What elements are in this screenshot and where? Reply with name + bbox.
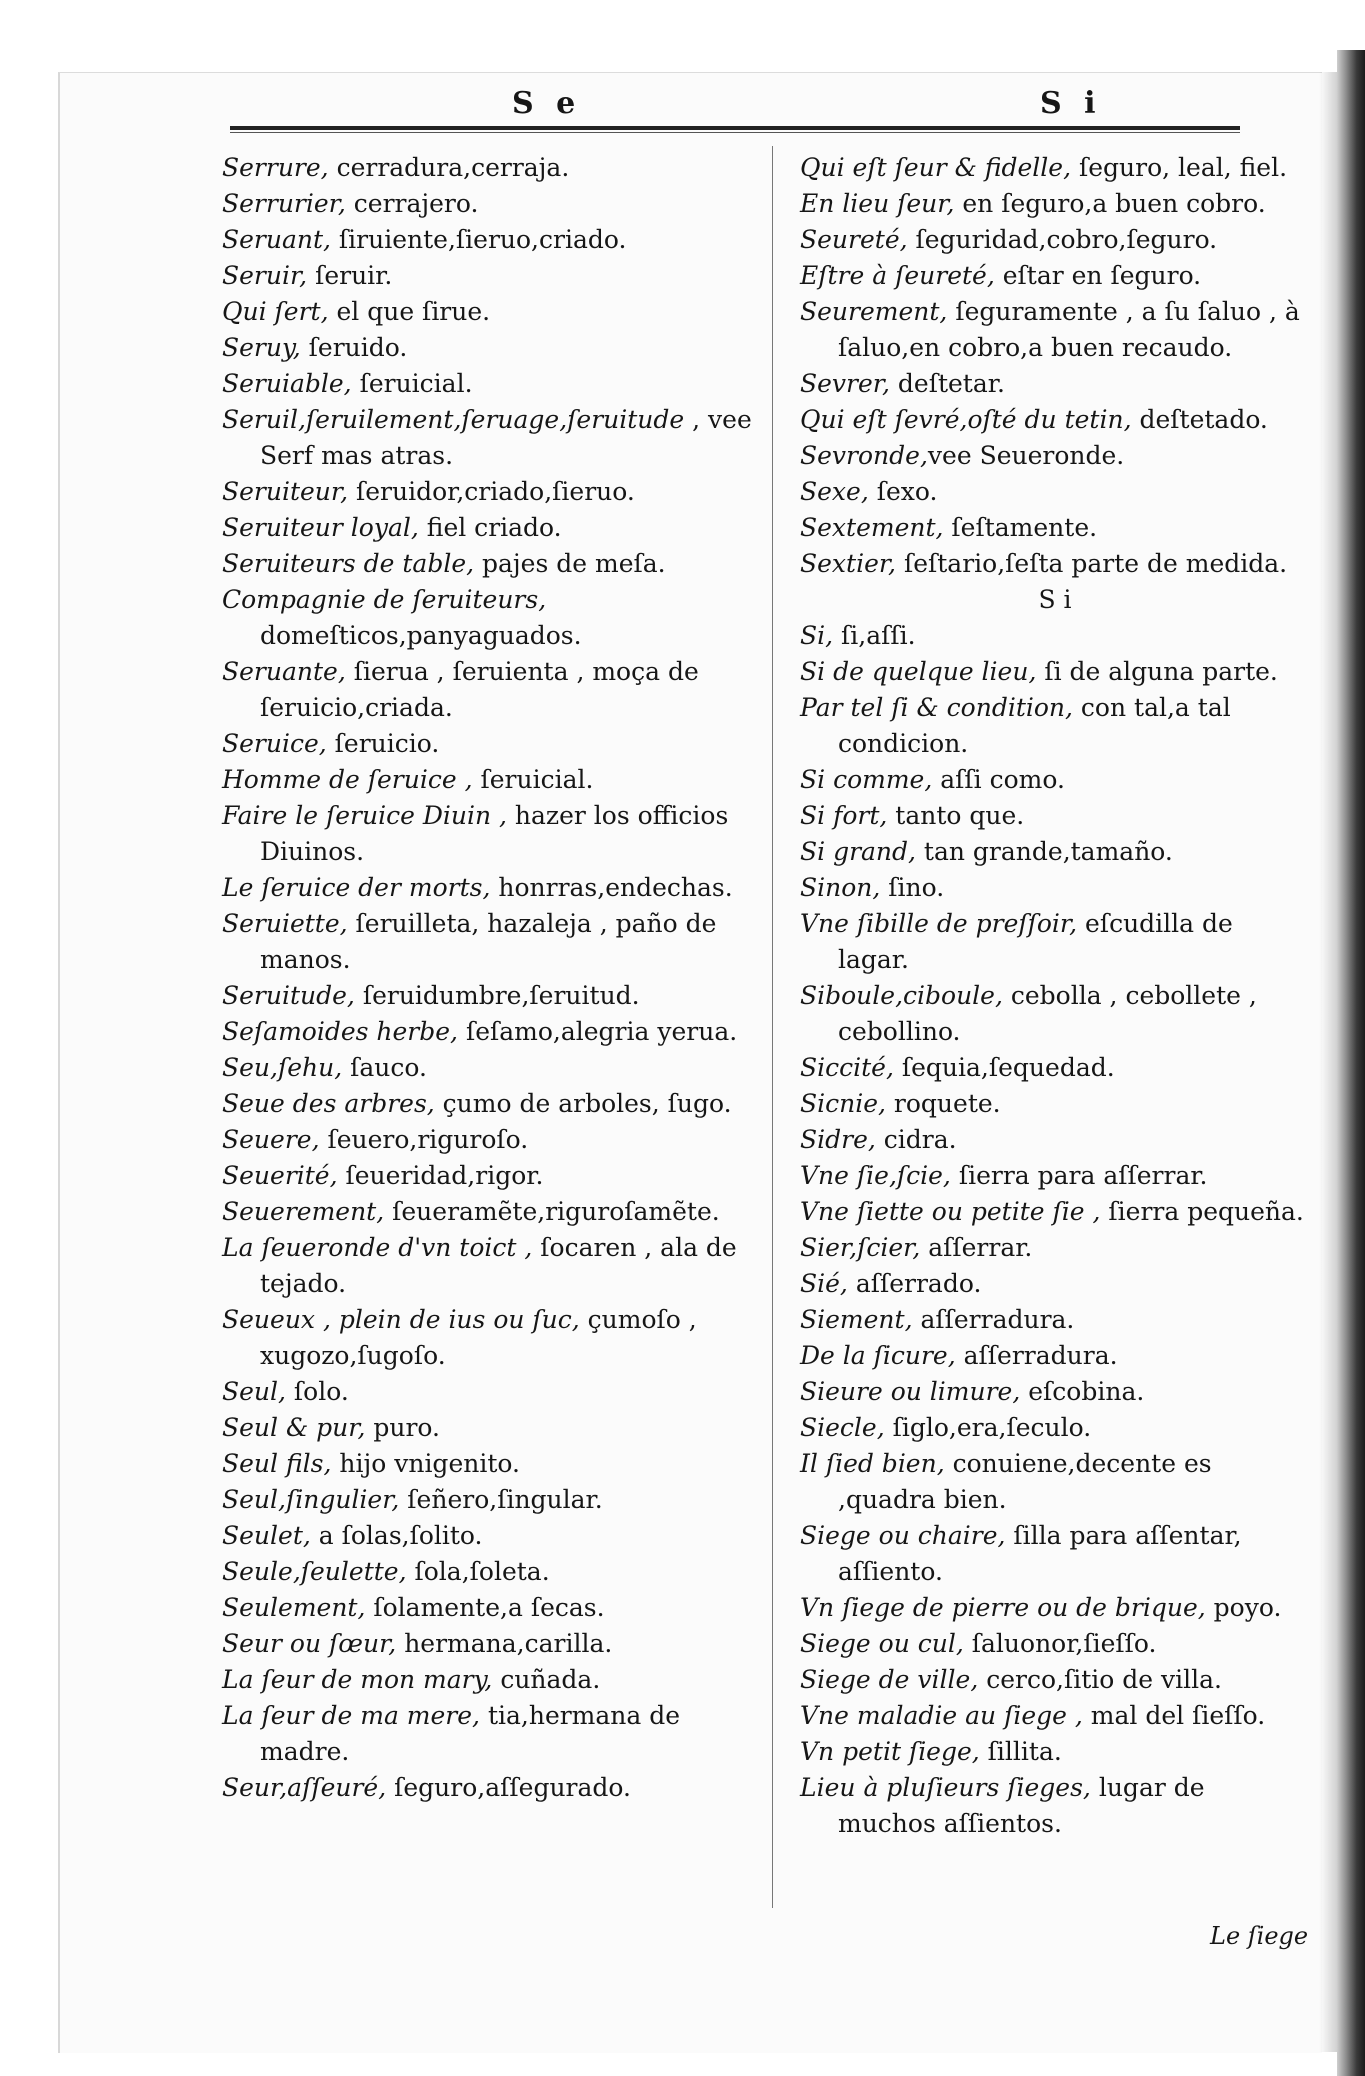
translation: aſſerradura.: [912, 1305, 1075, 1334]
headword: Seruitude,: [222, 981, 355, 1010]
translation: ſeruir.: [307, 261, 393, 290]
headword: Seul fils,: [222, 1449, 332, 1478]
headword: Il ſied bien,: [800, 1449, 945, 1478]
translation: cuñada.: [492, 1665, 601, 1694]
translation: ſeſtario,ſeſta parte de medida.: [896, 549, 1288, 578]
headword: Par tel ſi & condition,: [800, 693, 1073, 722]
translation: tanto que.: [887, 801, 1025, 830]
header-rule-thin: [230, 132, 1240, 133]
headword: Seureté,: [800, 225, 908, 254]
headword: Siboule,ciboule,: [800, 981, 1003, 1010]
headword: Vn petit ſiege,: [800, 1737, 980, 1766]
translation: en ſeguro,a buen cobro.: [954, 189, 1266, 218]
headword: Siege de ville,: [800, 1665, 979, 1694]
translation: conuiene,decente es ,quadra bien.: [838, 1449, 1212, 1514]
translation: ſino.: [880, 873, 945, 902]
dictionary-entry: [800, 762, 1310, 798]
translation: ſilla para aſſentar, aſſiento.: [838, 1521, 1242, 1586]
headword: Seur,aſſeuré,: [222, 1773, 387, 1802]
dictionary-entry: [800, 870, 1310, 906]
translation: ſierra para aſſerrar.: [950, 1161, 1208, 1190]
headword: Sinon,: [800, 873, 881, 902]
headword: Qui ſert,: [222, 297, 329, 326]
headword: Le ſeruice der morts,: [222, 873, 491, 902]
dictionary-entry: [800, 1338, 1310, 1374]
translation: cerco,ſitio de villa.: [978, 1665, 1222, 1694]
translation: çumoſo , xugozo,ſugoſo.: [260, 1305, 697, 1370]
dictionary-entry: [800, 402, 1310, 438]
translation: ſeueramẽte,riguroſamẽte.: [384, 1197, 720, 1226]
dictionary-entry: [222, 1086, 758, 1122]
translation: hazer los officios Diuinos.: [260, 801, 729, 866]
headword: Lieu à pluſieurs ſieges,: [800, 1773, 1091, 1802]
headword: Seruy,: [222, 333, 301, 362]
dictionary-entry: [800, 978, 1310, 1050]
headword: Si comme,: [800, 765, 933, 794]
dictionary-entry: [222, 1050, 758, 1086]
left-column: [222, 150, 758, 1806]
headword: La ſeur de ma mere,: [222, 1701, 480, 1730]
translation: ſillita.: [979, 1737, 1062, 1766]
headword: Faire le ſeruice Diuin ,: [222, 801, 507, 830]
dictionary-entry: [800, 1050, 1310, 1086]
headword: Compagnie de ſeruiteurs,: [222, 585, 547, 614]
translation: tia,hermana de madre.: [260, 1701, 681, 1766]
headword: Sextier,: [800, 549, 897, 578]
dictionary-entry: [800, 690, 1310, 762]
translation: roquete.: [885, 1089, 1001, 1118]
dictionary-entry: [222, 186, 758, 222]
section-heading: S i: [1038, 585, 1072, 614]
dictionary-entry: [222, 654, 758, 726]
headword: Seurement,: [800, 297, 948, 326]
translation: ſolo.: [285, 1377, 349, 1406]
translation: ſi,aſſi.: [833, 621, 916, 650]
headword: Seruil,ſeruilement,ſeruage,ſeruitude: [222, 405, 685, 434]
translation: ſequia,ſequedad.: [893, 1053, 1115, 1082]
headword: Vne maladie au ſiege ,: [800, 1701, 1083, 1730]
dictionary-entry: [800, 546, 1310, 582]
headword: Seruice,: [222, 729, 327, 758]
headword: Seu,ſehu,: [222, 1053, 343, 1082]
headword: La ſeueronde d'vn toict ,: [222, 1233, 533, 1262]
dictionary-entry: [222, 1590, 758, 1626]
headword: Sevrer,: [800, 369, 890, 398]
dictionary-entry: [800, 186, 1310, 222]
headword: Sidre,: [800, 1125, 876, 1154]
dictionary-entry: [800, 1086, 1310, 1122]
headword: Seſamoides herbe,: [222, 1017, 458, 1046]
translation: cidra.: [875, 1125, 957, 1154]
headword: Sieure ou limure,: [800, 1377, 1021, 1406]
headword: Siege ou chaire,: [800, 1521, 1006, 1550]
translation: lugar de muchos aſſientos.: [838, 1773, 1205, 1838]
headword: Seruir,: [222, 261, 308, 290]
translation: eſcobina.: [1020, 1377, 1145, 1406]
dictionary-entry: [222, 1410, 758, 1446]
dictionary-entry: [222, 1194, 758, 1230]
dictionary-entry: [800, 1518, 1310, 1590]
running-head-right: S i: [1040, 86, 1102, 121]
translation: vee Seueronde.: [927, 441, 1125, 470]
translation: ſeruidumbre,ſeruitud.: [354, 981, 640, 1010]
header-rule: [230, 126, 1240, 130]
headword: Si,: [800, 621, 834, 650]
translation: ſeguro, leal, fiel.: [1071, 153, 1288, 182]
dictionary-entry: [222, 1122, 758, 1158]
translation: puro.: [365, 1413, 440, 1442]
translation: aſſerrado.: [847, 1269, 982, 1298]
translation: ſocaren , ala de tejado.: [260, 1233, 737, 1298]
dictionary-entry: [800, 1446, 1310, 1518]
translation: deſtetado.: [1131, 405, 1268, 434]
dictionary-entry: [222, 1482, 758, 1518]
dictionary-entry: [800, 1410, 1310, 1446]
translation: eſcudilla de lagar.: [838, 909, 1233, 974]
dictionary-entry: [800, 1770, 1310, 1842]
headword: En lieu ſeur,: [800, 189, 955, 218]
translation: aſſerradura.: [955, 1341, 1118, 1370]
book-spine: [1337, 50, 1365, 2076]
headword: Seuere,: [222, 1125, 320, 1154]
dictionary-entry: [800, 1230, 1310, 1266]
headword: Seul & pur,: [222, 1413, 366, 1442]
dictionary-entry: [800, 906, 1310, 978]
headword: Vne ſiette ou petite ſie ,: [800, 1197, 1101, 1226]
dictionary-entry: [222, 870, 758, 906]
headword: Seruante,: [222, 657, 346, 686]
dictionary-entry: [800, 1302, 1310, 1338]
translation: domeſticos,panyaguados.: [260, 621, 582, 650]
translation: fiel criado.: [418, 513, 562, 542]
dictionary-entry: [222, 150, 758, 186]
headword: Sexe,: [800, 477, 869, 506]
page-edge-shadow: [1319, 72, 1337, 2052]
headword: Seulement,: [222, 1593, 366, 1622]
translation: ſeruicial.: [351, 369, 473, 398]
headword: Si grand,: [800, 837, 916, 866]
headword: Siecle,: [800, 1413, 885, 1442]
dictionary-entry: [800, 654, 1310, 690]
translation: ſeſtamente.: [943, 513, 1098, 542]
translation: el que ſirue.: [328, 297, 491, 326]
translation: eſtar en ſeguro.: [994, 261, 1202, 290]
dictionary-entry: [222, 330, 758, 366]
headword: Seue des arbres,: [222, 1089, 435, 1118]
dictionary-entry: [222, 1014, 758, 1050]
translation: ſeruicial.: [472, 765, 594, 794]
headword: Vn ſiege de pierre ou de brique,: [800, 1593, 1206, 1622]
dictionary-entry: [800, 510, 1310, 546]
headword: Seruiable,: [222, 369, 352, 398]
headword: Seruant,: [222, 225, 331, 254]
headword: Seueux , plein de ius ou ſuc,: [222, 1305, 580, 1334]
dictionary-entry: [800, 1266, 1310, 1302]
translation: ſeuero,riguroſo.: [319, 1125, 529, 1154]
translation: ſauco.: [342, 1053, 427, 1082]
translation: ſeguridad,cobro,ſeguro.: [907, 225, 1218, 254]
translation: ſiglo,era,ſeculo.: [884, 1413, 1092, 1442]
translation: ſaluonor,ſieſſo.: [963, 1629, 1157, 1658]
headword: Serrure,: [222, 153, 329, 182]
headword: Seuerement,: [222, 1197, 385, 1226]
headword: De la ſicure,: [800, 1341, 956, 1370]
dictionary-entry: [222, 474, 758, 510]
translation: cerrajero.: [345, 189, 479, 218]
dictionary-entry: [800, 1590, 1310, 1626]
dictionary-entry: [222, 1374, 758, 1410]
dictionary-entry: [800, 1698, 1310, 1734]
headword: Seul,ſingulier,: [222, 1485, 400, 1514]
dictionary-entry: [800, 1158, 1310, 1194]
translation: aſſerrar.: [920, 1233, 1033, 1262]
dictionary-entry: [222, 1446, 758, 1482]
translation: cebolla , cebollete , cebollino.: [838, 981, 1257, 1046]
translation: ſeruilleta, hazaleja , paño de manos.: [260, 909, 717, 974]
translation: ſeſamo,alegria yerua.: [458, 1017, 738, 1046]
dictionary-entry: [800, 366, 1310, 402]
headword: Vne ſibille de preſſoir,: [800, 909, 1078, 938]
headword: Siege ou cul,: [800, 1629, 964, 1658]
translation: poyo.: [1205, 1593, 1282, 1622]
dictionary-entry: [222, 1626, 758, 1662]
dictionary-entry: [222, 294, 758, 330]
headword: Seruiteur,: [222, 477, 349, 506]
translation: honrras,endechas.: [490, 873, 733, 902]
dictionary-entry: [222, 1554, 758, 1590]
dictionary-entry: [222, 1230, 758, 1302]
dictionary-entry: [222, 1662, 758, 1698]
translation: ſierua , ſeruienta , moça de ſeruicio,criada.: [260, 657, 699, 722]
dictionary-entry: [800, 798, 1310, 834]
translation: ſeruido.: [300, 333, 408, 362]
headword: Seruiette,: [222, 909, 348, 938]
headword: Qui eſt ſevré,oſté du tetin,: [800, 405, 1132, 434]
translation: aſſi como.: [932, 765, 1065, 794]
right-column: [800, 150, 1310, 1842]
dictionary-entry: [222, 1770, 758, 1806]
dictionary-entry: [222, 726, 758, 762]
translation: , vee Serf mas atras.: [260, 405, 752, 470]
dictionary-entry: [800, 1122, 1310, 1158]
running-head-left: S e: [512, 86, 582, 121]
headword: Sevronde,: [800, 441, 928, 470]
dictionary-entry: [222, 582, 758, 654]
headword: Vne ſie,ſcie,: [800, 1161, 951, 1190]
dictionary-entry: [800, 1626, 1310, 1662]
dictionary-entry: [222, 762, 758, 798]
dictionary-entry: [222, 906, 758, 978]
translation: cerradura,cerraja.: [328, 153, 570, 182]
headword: Sié,: [800, 1269, 848, 1298]
dictionary-entry: [800, 1374, 1310, 1410]
translation: hermana,carilla.: [396, 1629, 613, 1658]
dictionary-entry: [222, 402, 758, 474]
dictionary-entry: [222, 222, 758, 258]
headword: Seruiteurs de table,: [222, 549, 475, 578]
translation: ſexo.: [868, 477, 938, 506]
headword: Qui eſt ſeur & fidelle,: [800, 153, 1072, 182]
headword: Sicnie,: [800, 1089, 886, 1118]
dictionary-entry: [222, 798, 758, 870]
translation: ſeruicio.: [326, 729, 440, 758]
dictionary-entry: [800, 150, 1310, 186]
dictionary-entry: [800, 834, 1310, 870]
translation: ſola,ſoleta.: [406, 1557, 550, 1586]
headword: Sextement,: [800, 513, 944, 542]
headword: Seruiteur loyal,: [222, 513, 419, 542]
dictionary-entry: [800, 1662, 1310, 1698]
headword: Eſtre à ſeureté,: [800, 261, 995, 290]
headword: Seuerité,: [222, 1161, 338, 1190]
translation: a ſolas,ſolito.: [310, 1521, 483, 1550]
dictionary-entry: [222, 1158, 758, 1194]
dictionary-entry: [222, 1518, 758, 1554]
translation: ſeueridad,rigor.: [337, 1161, 544, 1190]
catchword: Le ſiege: [1210, 1922, 1309, 1950]
translation: pajes de meſa.: [474, 549, 666, 578]
translation: ſolamente,a ſecas.: [365, 1593, 605, 1622]
translation: ſi de alguna parte.: [1036, 657, 1278, 686]
dictionary-entry: [800, 1194, 1310, 1230]
dictionary-entry: [800, 258, 1310, 294]
headword: Serrurier,: [222, 189, 346, 218]
translation: deſtetar.: [889, 369, 1005, 398]
headword: Seule,ſeulette,: [222, 1557, 407, 1586]
dictionary-entry: [222, 510, 758, 546]
translation: mal del ſieſſo.: [1082, 1701, 1266, 1730]
translation: çumo de arboles, ſugo.: [434, 1089, 732, 1118]
translation: con tal,a tal condicion.: [838, 693, 1231, 758]
translation: ſeguramente , a ſu ſaluo , à ſaluo,en cobro,a buen recaudo.: [838, 297, 1300, 362]
translation: ſierra pequeña.: [1100, 1197, 1304, 1226]
dictionary-entry: [222, 366, 758, 402]
column-divider: [772, 146, 773, 1908]
dictionary-entry: [800, 618, 1310, 654]
headword: Sier,ſcier,: [800, 1233, 921, 1262]
headword: Seulet,: [222, 1521, 311, 1550]
dictionary-entry: [222, 1698, 758, 1770]
headword: Siccité,: [800, 1053, 894, 1082]
translation: ſeruidor,criado,ſieruo.: [348, 477, 635, 506]
dictionary-entry: [222, 978, 758, 1014]
dictionary-entry: [800, 1734, 1310, 1770]
dictionary-entry: [222, 258, 758, 294]
translation: hijo vnigenito.: [331, 1449, 520, 1478]
dictionary-entry: [800, 438, 1310, 474]
translation: ſiruiente,ſieruo,criado.: [330, 225, 627, 254]
translation: ſeñero,ſingular.: [399, 1485, 603, 1514]
dictionary-entry: [800, 222, 1310, 258]
dictionary-entry: [800, 474, 1310, 510]
headword: Si de quelque lieu,: [800, 657, 1037, 686]
translation: tan grande,tamaño.: [915, 837, 1173, 866]
dictionary-entry: [222, 546, 758, 582]
headword: Si fort,: [800, 801, 888, 830]
translation: ſeguro,aſſegurado.: [386, 1773, 631, 1802]
dictionary-entry: [800, 294, 1310, 366]
headword: La ſeur de mon mary,: [222, 1665, 493, 1694]
dictionary-entry: [222, 1302, 758, 1374]
headword: Seul,: [222, 1377, 286, 1406]
headword: Seur ou ſœur,: [222, 1629, 397, 1658]
headword: Siement,: [800, 1305, 913, 1334]
headword: Homme de ſeruice ,: [222, 765, 473, 794]
